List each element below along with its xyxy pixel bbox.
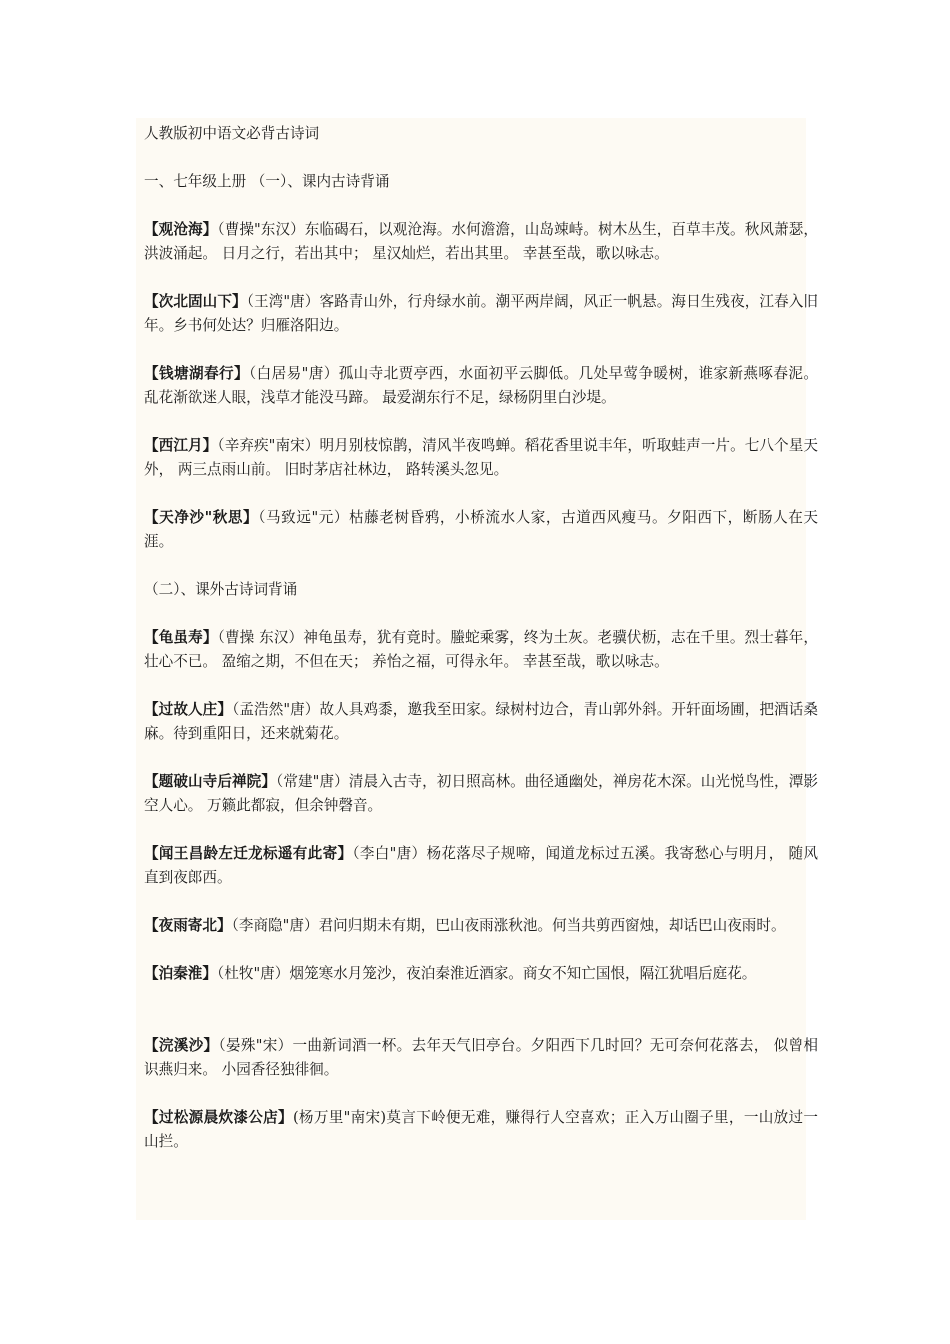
poem-title: 【钱塘湖春行】: [144, 365, 249, 382]
poem-text: 一曲新词酒一杯。去年天气旧亭台。夕阳西下几时回？无可奈何花落去， 似曾相识燕归来。 小园香径独徘徊。: [144, 1037, 818, 1078]
poem-title: 【浣溪沙】: [144, 1037, 219, 1054]
poem-author: （杜牧"唐）: [216, 965, 290, 982]
poem-title: 【观沧海】: [144, 221, 218, 238]
poem-item: [144, 626, 818, 674]
poem-title: 【过故人庄】: [144, 701, 232, 718]
poem-text: 烟笼寒水月笼沙，夜泊秦淮近酒家。商女不知亡国恨，隔江犹唱后庭花。: [289, 965, 757, 982]
poem-item: [144, 434, 818, 482]
poem-title: 【题破山寺后禅院】: [144, 773, 276, 790]
poem-item: [144, 506, 818, 554]
poem-title: 【过松源晨炊漆公店】: [144, 1109, 293, 1126]
poem-author: （李白"唐）: [352, 845, 427, 862]
poem-author: （曹操"东汉）: [217, 221, 305, 238]
section-heading-1: 一、七年级上册 （一）、课内古诗背诵: [144, 173, 390, 190]
poem-item: [144, 1034, 818, 1082]
poem-text: 莫言下岭便无难，赚得行人空喜欢；正入万山圈子里，一山放过一山拦。: [144, 1109, 818, 1150]
poem-text: 清晨入古寺，初日照高林。曲径通幽处，禅房花木深。山光悦鸟性，潭影空人心。 万籁此都寂，但余钟磬音。: [144, 773, 818, 814]
poem-title: 【西江月】: [144, 437, 218, 454]
poem-author: （辛弃疾"南宋）: [217, 437, 320, 454]
poem-author: （曹操 东汉）: [217, 629, 304, 646]
poem-author: （孟浩然"唐）: [232, 701, 320, 718]
poem-author: （常建"唐）: [275, 773, 349, 790]
poem-author: （王湾"唐）: [246, 293, 320, 310]
poem-text: 杨花落尽子规啼，闻道龙标过五溪。我寄愁心与明月， 随风直到夜郎西。: [144, 845, 818, 886]
poem-list-extracurricular: [144, 626, 818, 1154]
poem-text: 神龟虽寿，犹有竟时。螣蛇乘雾，终为土灰。老骥伏枥，志在千里。烈士暮年，壮心不已。 盈缩之期，不但在天； 养怡之福，可得永年。 幸甚至哉，歌以咏志。: [144, 629, 818, 670]
poem-item: [144, 362, 818, 410]
poem-item: [144, 1106, 818, 1154]
poem-text: 枯藤老树昏鸦，小桥流水人家，古道西风瘦马。夕阳西下，断肠人在天涯。: [144, 509, 818, 550]
poem-title: 【天净沙"秋思】: [144, 509, 259, 526]
poem-item: [144, 290, 818, 338]
poem-list-inclass: [144, 218, 818, 554]
poem-item: [144, 770, 818, 818]
poem-text: 明月别枝惊鹊，清风半夜鸣蝉。稻花香里说丰年，听取蛙声一片。七八个星天外， 两三点雨山前。 旧时茅店社林边， 路转溪头忽见。: [144, 437, 818, 478]
poem-title: 【夜雨寄北】: [144, 917, 232, 934]
poem-item: [144, 962, 818, 986]
poem-item: [144, 698, 818, 746]
document-body: [144, 122, 818, 1178]
poem-author: （白居易"唐）: [248, 365, 339, 382]
poem-text: 客路青山外，行舟绿水前。潮平两岸阔，风正一帆悬。海日生残夜，江春入旧年。乡书何处达？归雁洛阳边。: [144, 293, 818, 334]
poem-author: （李商隐"唐）: [231, 917, 319, 934]
poem-title: 【次北固山下】: [144, 293, 247, 310]
poem-text: 东临碣石，以观沧海。水何澹澹，山岛竦峙。树木丛生，百草丰茂。秋风萧瑟，洪波涌起。 日月之行，若出其中； 星汉灿烂，若出其里。 幸甚至哉，歌以咏志。: [144, 221, 818, 262]
poem-author: （晏殊"宋）: [218, 1037, 293, 1054]
document-title: 人教版初中语文必背古诗词: [144, 125, 320, 142]
poem-author: (杨万里"南宋): [292, 1109, 387, 1126]
poem-item: [144, 218, 818, 266]
poem-item: [144, 842, 818, 890]
section-heading-2: （二）、课外古诗词背诵: [144, 581, 298, 598]
poem-title: 【闻王昌龄左迁龙标遥有此寄】: [144, 845, 353, 862]
poem-title: 【龟虽寿】: [144, 629, 218, 646]
poem-item: [144, 914, 818, 938]
poem-author: （马致远"元）: [258, 509, 350, 526]
poem-text: 君问归期未有期，巴山夜雨涨秋池。何当共剪西窗烛，却话巴山夜雨时。: [318, 917, 786, 934]
poem-text: 孤山寺北贾亭西，水面初平云脚低。几处早莺争暖树，谁家新燕啄春泥。 乱花渐欲迷人眼，浅草才能没马蹄。 最爱湖东行不足，绿杨阴里白沙堤。: [144, 365, 818, 406]
poem-title: 【泊秦淮】: [144, 965, 217, 982]
poem-text: 故人具鸡黍，邀我至田家。绿树村边合，青山郭外斜。开轩面场圃，把酒话桑麻。待到重阳日，还来就菊花。: [144, 701, 818, 742]
